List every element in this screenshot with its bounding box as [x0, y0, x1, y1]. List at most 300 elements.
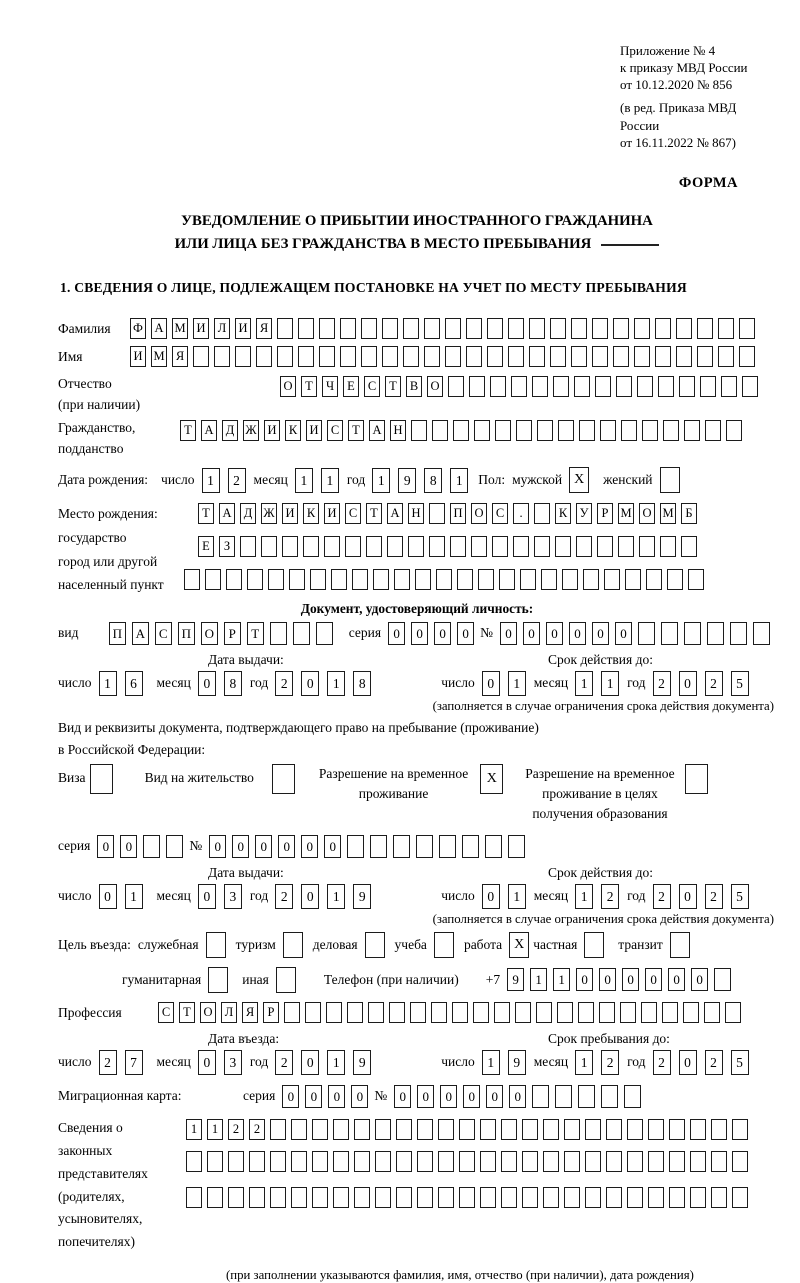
char-cell[interactable]: 0 [255, 835, 272, 858]
resdoc-issue-day[interactable] [99, 884, 151, 909]
char-cell[interactable] [270, 1187, 286, 1208]
char-cell[interactable] [600, 420, 616, 441]
char-cell[interactable]: И [235, 318, 251, 339]
char-cell[interactable]: 0 [679, 671, 697, 696]
char-cell[interactable] [557, 1002, 573, 1023]
char-cell[interactable] [638, 622, 655, 645]
char-cell[interactable] [574, 376, 590, 397]
char-cell[interactable] [261, 536, 277, 557]
char-cell[interactable] [396, 1187, 412, 1208]
char-cell[interactable] [624, 1085, 641, 1108]
char-cell[interactable]: Я [256, 318, 272, 339]
char-cell[interactable] [606, 1187, 622, 1208]
char-cell[interactable] [620, 1002, 636, 1023]
char-cell[interactable] [366, 536, 382, 557]
char-cell[interactable]: М [618, 503, 634, 524]
char-cell[interactable]: 1 [508, 884, 526, 909]
char-cell[interactable] [625, 569, 641, 590]
char-cell[interactable]: М [151, 346, 167, 367]
char-cell[interactable]: 8 [424, 468, 442, 493]
iddoc-vid-boxes[interactable] [109, 622, 339, 645]
char-cell[interactable] [576, 536, 592, 557]
char-cell[interactable]: 2 [275, 1050, 293, 1075]
char-cell[interactable]: 2 [601, 1050, 619, 1075]
char-cell[interactable]: 1 [202, 468, 220, 493]
char-cell[interactable] [558, 420, 574, 441]
char-cell[interactable] [661, 622, 678, 645]
representatives-row1-boxes[interactable] [186, 1119, 753, 1140]
char-cell[interactable]: 9 [508, 1050, 526, 1075]
char-cell[interactable] [732, 1119, 748, 1140]
char-cell[interactable] [143, 835, 160, 858]
char-cell[interactable]: И [282, 503, 298, 524]
char-cell[interactable] [487, 318, 503, 339]
char-cell[interactable] [410, 1002, 426, 1023]
char-cell[interactable] [319, 318, 335, 339]
phone-boxes[interactable] [507, 968, 737, 991]
char-cell[interactable] [459, 1187, 475, 1208]
char-cell[interactable] [408, 536, 424, 557]
char-cell[interactable]: 0 [482, 671, 500, 696]
char-cell[interactable] [529, 346, 545, 367]
char-cell[interactable]: 0 [411, 622, 428, 645]
char-cell[interactable] [711, 1187, 727, 1208]
char-cell[interactable] [613, 346, 629, 367]
char-cell[interactable] [291, 1187, 307, 1208]
char-cell[interactable] [445, 346, 461, 367]
char-cell[interactable]: О [639, 503, 655, 524]
char-cell[interactable]: 5 [731, 884, 749, 909]
char-cell[interactable] [704, 1002, 720, 1023]
char-cell[interactable] [578, 1002, 594, 1023]
char-cell[interactable] [711, 1119, 727, 1140]
char-cell[interactable] [429, 536, 445, 557]
char-cell[interactable] [553, 376, 569, 397]
char-cell[interactable] [184, 569, 200, 590]
stay-month[interactable] [575, 1050, 627, 1075]
char-cell[interactable]: 1 [450, 468, 468, 493]
char-cell[interactable]: 9 [353, 884, 371, 909]
char-cell[interactable] [642, 420, 658, 441]
char-cell[interactable]: Р [224, 622, 241, 645]
char-cell[interactable]: 1 [530, 968, 547, 991]
resdoc-issue-month[interactable] [198, 884, 250, 909]
char-cell[interactable] [298, 318, 314, 339]
resdoc-expiry-day[interactable] [482, 884, 534, 909]
char-cell[interactable]: А [201, 420, 217, 441]
char-cell[interactable] [396, 1119, 412, 1140]
char-cell[interactable] [291, 1119, 307, 1140]
char-cell[interactable]: 2 [705, 884, 723, 909]
char-cell[interactable] [501, 1187, 517, 1208]
char-cell[interactable]: 0 [546, 622, 563, 645]
char-cell[interactable]: 5 [731, 1050, 749, 1075]
purpose-opt-6-checkbox[interactable] [670, 932, 690, 958]
char-cell[interactable] [660, 536, 676, 557]
char-cell[interactable]: 0 [440, 1085, 457, 1108]
char-cell[interactable] [597, 536, 613, 557]
purpose-opt-0-checkbox[interactable] [206, 932, 226, 958]
char-cell[interactable] [347, 835, 364, 858]
char-cell[interactable] [291, 1151, 307, 1172]
char-cell[interactable] [641, 1002, 657, 1023]
char-cell[interactable]: 0 [198, 1050, 216, 1075]
char-cell[interactable] [249, 1151, 265, 1172]
char-cell[interactable]: 1 [575, 671, 593, 696]
char-cell[interactable]: 1 [601, 671, 619, 696]
char-cell[interactable] [637, 376, 653, 397]
char-cell[interactable]: И [264, 420, 280, 441]
residence-permit-checkbox[interactable] [272, 764, 295, 794]
patronymic-boxes[interactable] [280, 374, 763, 397]
char-cell[interactable] [684, 622, 701, 645]
char-cell[interactable]: 1 [207, 1119, 223, 1140]
char-cell[interactable]: 0 [394, 1085, 411, 1108]
char-cell[interactable]: С [345, 503, 361, 524]
char-cell[interactable] [753, 622, 770, 645]
char-cell[interactable] [417, 1151, 433, 1172]
char-cell[interactable]: 1 [575, 884, 593, 909]
char-cell[interactable]: 0 [198, 671, 216, 696]
char-cell[interactable]: 2 [249, 1119, 265, 1140]
char-cell[interactable] [536, 1002, 552, 1023]
char-cell[interactable]: Ф [130, 318, 146, 339]
char-cell[interactable]: 0 [523, 622, 540, 645]
char-cell[interactable] [361, 318, 377, 339]
char-cell[interactable] [226, 569, 242, 590]
char-cell[interactable]: 1 [327, 1050, 345, 1075]
resdoc-num-boxes[interactable] [209, 835, 531, 858]
char-cell[interactable] [494, 1002, 510, 1023]
char-cell[interactable]: Н [408, 503, 424, 524]
char-cell[interactable] [555, 1085, 572, 1108]
char-cell[interactable] [403, 318, 419, 339]
char-cell[interactable] [333, 1119, 349, 1140]
char-cell[interactable]: З [219, 536, 235, 557]
char-cell[interactable] [214, 346, 230, 367]
char-cell[interactable]: 0 [679, 1050, 697, 1075]
entry-month[interactable] [198, 1050, 250, 1075]
char-cell[interactable]: 0 [691, 968, 708, 991]
char-cell[interactable]: 9 [353, 1050, 371, 1075]
char-cell[interactable] [522, 1119, 538, 1140]
char-cell[interactable] [627, 1119, 643, 1140]
char-cell[interactable] [592, 346, 608, 367]
char-cell[interactable] [284, 1002, 300, 1023]
char-cell[interactable]: 0 [301, 671, 319, 696]
char-cell[interactable]: 2 [653, 884, 671, 909]
char-cell[interactable]: Т [366, 503, 382, 524]
char-cell[interactable] [480, 1151, 496, 1172]
char-cell[interactable] [312, 1187, 328, 1208]
citizenship-boxes[interactable] [180, 418, 747, 441]
char-cell[interactable] [310, 569, 326, 590]
char-cell[interactable]: 0 [679, 884, 697, 909]
char-cell[interactable] [537, 420, 553, 441]
char-cell[interactable] [492, 536, 508, 557]
char-cell[interactable] [326, 1002, 342, 1023]
char-cell[interactable] [415, 569, 431, 590]
char-cell[interactable]: С [327, 420, 343, 441]
char-cell[interactable] [416, 835, 433, 858]
char-cell[interactable] [562, 569, 578, 590]
char-cell[interactable] [669, 1151, 685, 1172]
char-cell[interactable] [394, 569, 410, 590]
char-cell[interactable] [676, 346, 692, 367]
char-cell[interactable]: 0 [569, 622, 586, 645]
char-cell[interactable] [683, 1002, 699, 1023]
char-cell[interactable] [711, 1151, 727, 1172]
char-cell[interactable] [270, 1119, 286, 1140]
char-cell[interactable]: 0 [463, 1085, 480, 1108]
char-cell[interactable]: 2 [653, 1050, 671, 1075]
iddoc-num-boxes[interactable] [500, 622, 776, 645]
char-cell[interactable] [648, 1187, 664, 1208]
char-cell[interactable]: 0 [434, 622, 451, 645]
representatives-row2-boxes[interactable] [186, 1151, 753, 1172]
purpose-opt-3-checkbox[interactable] [434, 932, 454, 958]
char-cell[interactable] [166, 835, 183, 858]
char-cell[interactable] [205, 569, 221, 590]
char-cell[interactable] [714, 968, 731, 991]
char-cell[interactable] [618, 536, 634, 557]
char-cell[interactable]: Т [180, 420, 196, 441]
char-cell[interactable]: Т [348, 420, 364, 441]
char-cell[interactable] [424, 318, 440, 339]
char-cell[interactable] [340, 346, 356, 367]
char-cell[interactable] [240, 536, 256, 557]
birthplace-row2-boxes[interactable] [198, 536, 702, 557]
char-cell[interactable] [513, 536, 529, 557]
char-cell[interactable]: Д [240, 503, 256, 524]
char-cell[interactable]: 1 [372, 468, 390, 493]
migcard-num-boxes[interactable] [394, 1085, 647, 1108]
char-cell[interactable]: 0 [301, 835, 318, 858]
char-cell[interactable]: 0 [668, 968, 685, 991]
char-cell[interactable] [436, 569, 452, 590]
char-cell[interactable]: 1 [295, 468, 313, 493]
char-cell[interactable] [700, 376, 716, 397]
char-cell[interactable] [382, 318, 398, 339]
iddoc-issue-month[interactable] [198, 671, 250, 696]
char-cell[interactable] [697, 318, 713, 339]
char-cell[interactable] [742, 376, 758, 397]
char-cell[interactable] [550, 318, 566, 339]
char-cell[interactable] [529, 318, 545, 339]
char-cell[interactable] [571, 346, 587, 367]
char-cell[interactable]: 0 [328, 1085, 345, 1108]
char-cell[interactable]: 0 [486, 1085, 503, 1108]
char-cell[interactable]: 0 [301, 884, 319, 909]
char-cell[interactable] [604, 569, 620, 590]
char-cell[interactable] [543, 1187, 559, 1208]
char-cell[interactable] [663, 420, 679, 441]
char-cell[interactable] [522, 1187, 538, 1208]
char-cell[interactable] [585, 1151, 601, 1172]
char-cell[interactable]: 0 [305, 1085, 322, 1108]
char-cell[interactable] [393, 835, 410, 858]
char-cell[interactable] [621, 420, 637, 441]
char-cell[interactable] [186, 1151, 202, 1172]
birthplace-row3-boxes[interactable] [184, 569, 709, 590]
char-cell[interactable] [655, 346, 671, 367]
char-cell[interactable] [511, 376, 527, 397]
char-cell[interactable] [550, 346, 566, 367]
char-cell[interactable] [319, 346, 335, 367]
char-cell[interactable] [648, 1119, 664, 1140]
char-cell[interactable] [439, 835, 456, 858]
char-cell[interactable] [316, 622, 333, 645]
char-cell[interactable] [375, 1187, 391, 1208]
char-cell[interactable] [658, 376, 674, 397]
char-cell[interactable]: 9 [507, 968, 524, 991]
char-cell[interactable]: 8 [224, 671, 242, 696]
char-cell[interactable]: 2 [705, 671, 723, 696]
char-cell[interactable] [298, 346, 314, 367]
char-cell[interactable] [186, 1187, 202, 1208]
char-cell[interactable] [606, 1151, 622, 1172]
char-cell[interactable] [578, 1085, 595, 1108]
char-cell[interactable] [331, 569, 347, 590]
char-cell[interactable] [543, 1151, 559, 1172]
char-cell[interactable]: 3 [224, 884, 242, 909]
char-cell[interactable] [448, 376, 464, 397]
char-cell[interactable] [333, 1187, 349, 1208]
char-cell[interactable]: 0 [198, 884, 216, 909]
char-cell[interactable] [520, 569, 536, 590]
char-cell[interactable] [247, 569, 263, 590]
char-cell[interactable] [679, 376, 695, 397]
char-cell[interactable] [312, 1151, 328, 1172]
resdoc-expiry-year[interactable] [653, 884, 757, 909]
char-cell[interactable] [583, 569, 599, 590]
char-cell[interactable] [508, 346, 524, 367]
iddoc-expiry-year[interactable] [653, 671, 757, 696]
char-cell[interactable]: 1 [321, 468, 339, 493]
char-cell[interactable]: Р [597, 503, 613, 524]
char-cell[interactable]: С [155, 622, 172, 645]
char-cell[interactable]: 2 [275, 884, 293, 909]
birthplace-row1-boxes[interactable] [198, 503, 702, 524]
char-cell[interactable] [193, 346, 209, 367]
stay-day[interactable] [482, 1050, 534, 1075]
char-cell[interactable]: 0 [209, 835, 226, 858]
char-cell[interactable]: 0 [576, 968, 593, 991]
char-cell[interactable]: 5 [731, 671, 749, 696]
char-cell[interactable] [333, 1151, 349, 1172]
char-cell[interactable] [601, 1085, 618, 1108]
char-cell[interactable] [648, 1151, 664, 1172]
char-cell[interactable]: Ж [243, 420, 259, 441]
char-cell[interactable]: 8 [353, 671, 371, 696]
temp-residence-checkbox[interactable]: X [480, 764, 503, 794]
char-cell[interactable] [457, 569, 473, 590]
char-cell[interactable]: Ч [322, 376, 338, 397]
char-cell[interactable]: 3 [224, 1050, 242, 1075]
char-cell[interactable]: 1 [327, 884, 345, 909]
entry-year[interactable] [275, 1050, 379, 1075]
char-cell[interactable] [739, 318, 755, 339]
char-cell[interactable] [690, 1151, 706, 1172]
char-cell[interactable]: 0 [645, 968, 662, 991]
char-cell[interactable] [646, 569, 662, 590]
char-cell[interactable]: 0 [120, 835, 137, 858]
char-cell[interactable]: К [303, 503, 319, 524]
char-cell[interactable]: О [200, 1002, 216, 1023]
char-cell[interactable] [289, 569, 305, 590]
stay-year[interactable] [653, 1050, 757, 1075]
char-cell[interactable]: К [285, 420, 301, 441]
purpose-opt-2-checkbox[interactable] [365, 932, 385, 958]
char-cell[interactable] [270, 1151, 286, 1172]
char-cell[interactable] [340, 318, 356, 339]
char-cell[interactable] [669, 1119, 685, 1140]
char-cell[interactable]: 0 [592, 622, 609, 645]
char-cell[interactable] [499, 569, 515, 590]
char-cell[interactable]: 1 [327, 671, 345, 696]
char-cell[interactable] [705, 420, 721, 441]
char-cell[interactable] [534, 503, 550, 524]
char-cell[interactable]: 2 [228, 468, 246, 493]
char-cell[interactable]: Е [343, 376, 359, 397]
char-cell[interactable] [662, 1002, 678, 1023]
char-cell[interactable] [453, 420, 469, 441]
char-cell[interactable]: 1 [482, 1050, 500, 1075]
char-cell[interactable]: 0 [482, 884, 500, 909]
char-cell[interactable]: А [387, 503, 403, 524]
char-cell[interactable]: 2 [705, 1050, 723, 1075]
char-cell[interactable] [667, 569, 683, 590]
char-cell[interactable] [277, 346, 293, 367]
entry-day[interactable] [99, 1050, 151, 1075]
char-cell[interactable] [676, 318, 692, 339]
char-cell[interactable] [396, 1151, 412, 1172]
char-cell[interactable]: Е [198, 536, 214, 557]
char-cell[interactable] [515, 1002, 531, 1023]
char-cell[interactable]: 0 [500, 622, 517, 645]
char-cell[interactable] [564, 1119, 580, 1140]
char-cell[interactable]: 0 [457, 622, 474, 645]
char-cell[interactable]: 0 [278, 835, 295, 858]
representatives-row3-boxes[interactable] [186, 1187, 753, 1208]
char-cell[interactable]: Р [263, 1002, 279, 1023]
char-cell[interactable] [424, 346, 440, 367]
char-cell[interactable] [382, 346, 398, 367]
char-cell[interactable] [627, 1187, 643, 1208]
char-cell[interactable] [459, 1119, 475, 1140]
char-cell[interactable]: А [132, 622, 149, 645]
char-cell[interactable] [495, 420, 511, 441]
char-cell[interactable] [282, 536, 298, 557]
char-cell[interactable] [480, 1187, 496, 1208]
char-cell[interactable] [303, 536, 319, 557]
profession-boxes[interactable] [158, 1002, 746, 1023]
iddoc-issue-year[interactable] [275, 671, 379, 696]
char-cell[interactable]: 0 [99, 884, 117, 909]
char-cell[interactable] [543, 1119, 559, 1140]
char-cell[interactable] [501, 1119, 517, 1140]
char-cell[interactable] [347, 1002, 363, 1023]
char-cell[interactable] [606, 1119, 622, 1140]
char-cell[interactable] [613, 318, 629, 339]
char-cell[interactable] [718, 318, 734, 339]
char-cell[interactable] [690, 1187, 706, 1208]
char-cell[interactable] [627, 1151, 643, 1172]
char-cell[interactable]: Я [172, 346, 188, 367]
iddoc-series-boxes[interactable] [388, 622, 480, 645]
char-cell[interactable] [466, 346, 482, 367]
char-cell[interactable] [207, 1187, 223, 1208]
